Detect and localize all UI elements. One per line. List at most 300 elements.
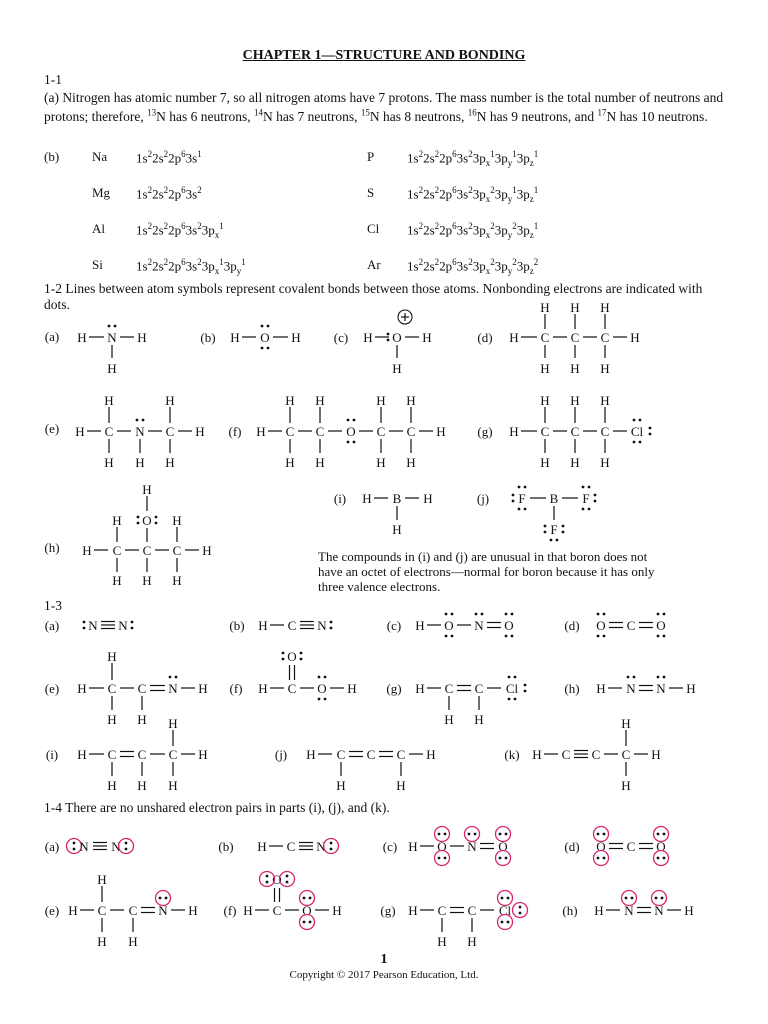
struct-1-3-b-electron <box>330 621 333 624</box>
struct-1-3-k-atom: C <box>591 747 601 762</box>
struct-1-4-f-atom: O <box>302 903 312 918</box>
struct-1-3-e-electron <box>169 676 172 679</box>
electron-config-p: $1s^22s^22p^63s^23p_x^13p_y^13p_z^1$ <box>407 149 539 168</box>
struct-1-4-h-electron <box>625 897 628 900</box>
struct-1-2-g-atom: C <box>600 424 610 439</box>
struct-1-2-f-atom: O <box>346 424 356 439</box>
struct-1-2-g-electron <box>639 419 642 422</box>
struct-1-4-a-electron <box>73 848 76 851</box>
struct-1-3-c-electron <box>451 635 454 638</box>
struct-1-3-e-atom: H <box>198 681 208 696</box>
struct-1-2-g-atom: C <box>540 424 550 439</box>
struct-1-3-c-electron <box>505 613 508 616</box>
struct-1-3-f-atom: H <box>347 681 357 696</box>
struct-1-3-b-atom: H <box>258 618 268 633</box>
struct-1-2-c-atom: H <box>363 330 373 345</box>
label-1-3-i: (i) <box>45 747 59 762</box>
struct-1-2-d-atom: H <box>570 300 580 315</box>
label-1-4-c: (c) <box>382 839 398 854</box>
struct-1-3-b-electron <box>330 627 333 630</box>
struct-1-2-e-atom: C <box>104 424 114 439</box>
struct-1-2-b-electron <box>267 347 270 350</box>
electron-config-si: $1s^22s^22p^63s^23p_x^13p_y^1$ <box>136 257 246 276</box>
struct-1-3-f-electron <box>318 676 321 679</box>
struct-1-2-g-atom: H <box>540 393 550 408</box>
label-1-4-d: (d) <box>564 839 580 854</box>
struct-1-4-d-atom: O <box>596 839 606 854</box>
struct-1-2-e-atom: H <box>165 455 175 470</box>
struct-1-4-f-lone-pair-highlight <box>280 872 295 887</box>
struct-1-2-f-electron <box>347 419 350 422</box>
struct-1-4-d-electron <box>603 833 606 836</box>
struct-1-3-h-atom: H <box>686 681 696 696</box>
struct-1-3-g-electron <box>508 676 511 679</box>
struct-1-4-d-electron <box>663 833 666 836</box>
struct-1-2-j-atom: B <box>549 491 559 506</box>
struct-1-3-k-atom: H <box>621 778 631 793</box>
label-1-2-e: (e) <box>44 421 60 436</box>
struct-1-2-b-atom: H <box>291 330 301 345</box>
label-1-2-b: (b) <box>200 330 216 345</box>
struct-1-2-f-atom: H <box>376 455 386 470</box>
struct-1-4-f-atom: H <box>332 903 342 918</box>
struct-1-3-c-electron <box>475 613 478 616</box>
struct-1-3-c-electron <box>511 613 514 616</box>
struct-1-2-e-atom: H <box>104 455 114 470</box>
struct-1-3-d-electron <box>597 635 600 638</box>
struct-1-2-h-atom: H <box>112 513 122 528</box>
struct-1-4-a-atom: N <box>111 839 121 854</box>
struct-1-4-b-electron <box>330 848 333 851</box>
struct-1-2-j-electron <box>582 486 585 489</box>
struct-1-3-h-atom: N <box>626 681 636 696</box>
struct-1-2-a-atom: H <box>77 330 87 345</box>
struct-1-4-c-electron <box>468 833 471 836</box>
struct-1-3-k-atom: C <box>621 747 631 762</box>
struct-1-2-g-atom: C <box>570 424 580 439</box>
struct-1-4-c-electron <box>499 833 502 836</box>
struct-1-2-j-electron <box>518 508 521 511</box>
struct-1-2-d-atom: H <box>540 300 550 315</box>
struct-1-3-g-electron <box>524 690 527 693</box>
struct-1-2-g-atom: H <box>600 393 610 408</box>
struct-1-4-g-atom: H <box>408 903 418 918</box>
struct-1-3-h-atom: N <box>656 681 666 696</box>
struct-1-4-c-atom: H <box>408 839 418 854</box>
struct-1-3-f-electron <box>300 652 303 655</box>
struct-1-3-k-atom: H <box>651 747 661 762</box>
chapter-title: CHAPTER 1—STRUCTURE AND BONDING <box>242 48 526 63</box>
struct-1-2-h-electron <box>155 522 158 525</box>
label-1-3-a: (a) <box>44 618 60 633</box>
struct-1-3-c-electron <box>481 613 484 616</box>
struct-1-3-a-electron <box>131 621 134 624</box>
struct-1-3-c-atom: N <box>474 618 484 633</box>
struct-1-2-j-electron <box>556 539 559 542</box>
struct-1-4-d-electron <box>663 857 666 860</box>
struct-1-2-c-atom: H <box>392 361 402 376</box>
struct-1-3-d-electron <box>663 613 666 616</box>
struct-1-3-i-atom: H <box>77 747 87 762</box>
struct-1-4-b-lone-pair-highlight <box>324 839 339 854</box>
struct-1-2-h-atom: H <box>172 513 182 528</box>
struct-1-3-i-atom: H <box>198 747 208 762</box>
struct-1-2-f-atom: H <box>256 424 266 439</box>
struct-1-3-d-electron <box>657 613 660 616</box>
struct-1-2-i-atom: B <box>392 491 402 506</box>
struct-1-2-e-atom: H <box>104 393 114 408</box>
struct-1-4-e-atom: H <box>188 903 198 918</box>
struct-1-4-g-electron <box>507 897 510 900</box>
struct-1-4-b-atom: H <box>257 839 267 854</box>
label-1-3-g: (g) <box>386 681 402 696</box>
struct-1-3-a-electron <box>131 627 134 630</box>
struct-1-4-h-atom: H <box>594 903 604 918</box>
struct-1-3-f-electron <box>282 652 285 655</box>
struct-1-4-h-electron <box>631 897 634 900</box>
struct-1-2-f-atom: H <box>436 424 446 439</box>
struct-1-3-g-atom: Cl <box>505 681 519 696</box>
struct-1-3-i-atom: H <box>168 778 178 793</box>
struct-1-3-k-atom: H <box>621 716 631 731</box>
struct-1-2-c-atom: H <box>422 330 432 345</box>
label-1-4-a: (a) <box>44 839 60 854</box>
struct-1-2-f-electron <box>353 441 356 444</box>
struct-1-2-i-atom: H <box>392 522 402 537</box>
struct-1-4-d-electron <box>603 857 606 860</box>
struct-1-2-j-electron <box>588 508 591 511</box>
label-1-4-b: (b) <box>218 839 234 854</box>
problem-1-1-part-a-text: (a) Nitrogen has atomic number 7, so all nitrogen atoms have 7 protons. The mass number is the total number of neutrons and protons; therefore, $^{13}$N has 6 neutrons, $^{14}$N has 7 neutrons, $^{15}$N has 8 neutrons, $^{16}$N has 9 neutrons, and $^{17}$N has 10 neutrons. <box>44 90 724 124</box>
page-number: 1 <box>380 952 388 967</box>
electron-config-ar: $1s^22s^22p^63s^23p_x^23p_y^23p_z^2$ <box>407 257 539 276</box>
struct-1-2-f-electron <box>347 441 350 444</box>
struct-1-2-d-atom: H <box>570 361 580 376</box>
struct-1-4-c-electron <box>438 857 441 860</box>
struct-1-4-b-electron <box>330 842 333 845</box>
struct-1-3-i-atom: C <box>107 747 117 762</box>
struct-1-2-h-atom: C <box>172 543 182 558</box>
label-1-2-g: (g) <box>477 424 493 439</box>
struct-1-2-g-atom: H <box>570 455 580 470</box>
struct-1-4-g-electron <box>519 906 522 909</box>
struct-1-3-d-atom: O <box>596 618 606 633</box>
struct-1-2-g-electron <box>649 433 652 436</box>
struct-1-3-e-atom: H <box>137 712 147 727</box>
struct-1-4-f-atom: C <box>272 903 282 918</box>
struct-1-4-h-atom: H <box>684 903 694 918</box>
electron-config-al: $1s^22s^22p^63s^23p_x^1$ <box>136 221 224 240</box>
struct-1-2-b-atom: H <box>230 330 240 345</box>
struct-1-2-j-electron <box>562 531 565 534</box>
label-1-4-f: (f) <box>223 903 237 918</box>
struct-1-2-f-atom: C <box>285 424 295 439</box>
struct-1-4-c-electron <box>444 857 447 860</box>
struct-1-3-f-electron <box>324 676 327 679</box>
struct-1-4-d-electron <box>657 857 660 860</box>
struct-1-3-e-atom: H <box>77 681 87 696</box>
struct-1-4-g-atom: H <box>437 934 447 949</box>
label-1-3-h: (h) <box>564 681 580 696</box>
struct-1-4-f-electron <box>286 881 289 884</box>
struct-1-4-g-atom: H <box>467 934 477 949</box>
struct-1-4-c-electron <box>438 833 441 836</box>
struct-1-3-e-electron <box>175 676 178 679</box>
struct-1-4-d-atom: C <box>626 839 636 854</box>
struct-1-4-f-electron <box>303 897 306 900</box>
struct-1-3-f-electron <box>324 698 327 701</box>
struct-1-4-f-electron <box>286 875 289 878</box>
struct-1-3-h-electron <box>663 676 666 679</box>
struct-1-3-j-atom: C <box>396 747 406 762</box>
struct-1-2-i-atom: H <box>362 491 372 506</box>
struct-1-4-f-atom: O <box>272 872 282 887</box>
struct-1-3-g-electron <box>524 684 527 687</box>
struct-1-3-c-electron <box>445 613 448 616</box>
struct-1-2-j-electron <box>544 531 547 534</box>
struct-1-2-j-electron <box>518 486 521 489</box>
struct-1-3-j-atom: H <box>396 778 406 793</box>
label-1-3-f: (f) <box>229 681 243 696</box>
struct-1-2-e-atom: H <box>195 424 205 439</box>
struct-1-3-c-atom: O <box>504 618 514 633</box>
label-1-2-c: (c) <box>333 330 349 345</box>
struct-1-4-c-atom: O <box>498 839 508 854</box>
struct-1-2-j-electron <box>524 486 527 489</box>
label-1-2-f: (f) <box>228 424 242 439</box>
element-symbol-cl: Cl <box>367 221 380 236</box>
struct-1-2-g-atom: Cl <box>630 424 644 439</box>
struct-1-2-h-atom: H <box>142 482 152 497</box>
struct-1-2-e-atom: H <box>75 424 85 439</box>
struct-1-3-a-electron <box>83 621 86 624</box>
struct-1-2-d-atom: H <box>509 330 519 345</box>
struct-1-2-j-electron <box>588 486 591 489</box>
struct-1-2-d-atom: C <box>570 330 580 345</box>
struct-1-4-f-electron <box>309 897 312 900</box>
struct-1-2-d-atom: H <box>630 330 640 345</box>
electron-config-cl: $1s^22s^22p^63s^23p_x^23p_y^23p_z^1$ <box>407 221 539 240</box>
label-1-4-h: (h) <box>562 903 578 918</box>
struct-1-2-e-atom: N <box>135 424 145 439</box>
struct-1-2-h-atom: C <box>112 543 122 558</box>
struct-1-2-h-atom: C <box>142 543 152 558</box>
label-1-2-h: (h) <box>44 540 60 555</box>
struct-1-3-i-atom: H <box>168 716 178 731</box>
struct-1-2-a-electron <box>108 325 111 328</box>
struct-1-3-c-electron <box>445 635 448 638</box>
struct-1-2-d-atom: C <box>540 330 550 345</box>
struct-1-3-h-electron <box>633 676 636 679</box>
label-1-4-g: (g) <box>380 903 396 918</box>
struct-1-4-a-electron <box>73 842 76 845</box>
struct-1-3-a-atom: N <box>88 618 98 633</box>
boron-note: The compounds in (i) and (j) are unusual in that boron does not have an octet of electrons—normal for boron because it has only three valence electrons. <box>318 549 655 594</box>
struct-1-4-h-atom: N <box>624 903 634 918</box>
struct-1-3-b-atom: C <box>287 618 297 633</box>
struct-1-3-d-atom: C <box>626 618 636 633</box>
struct-1-2-a-atom: N <box>107 330 117 345</box>
struct-1-4-f-electron <box>309 921 312 924</box>
copyright: Copyright © 2017 Pearson Education, Ltd. <box>289 969 479 981</box>
struct-1-3-a-atom: N <box>118 618 128 633</box>
struct-1-3-c-atom: H <box>415 618 425 633</box>
struct-1-3-d-atom: O <box>656 618 666 633</box>
struct-1-4-e-atom: C <box>97 903 107 918</box>
label-1-3-k: (k) <box>504 747 520 762</box>
struct-1-3-j-atom: H <box>426 747 436 762</box>
struct-1-2-e-electron <box>136 419 139 422</box>
problem-1-3-number: 1-3 <box>44 598 62 613</box>
struct-1-4-h-electron <box>661 897 664 900</box>
label-1-3-e: (e) <box>44 681 60 696</box>
struct-1-2-j-electron <box>582 508 585 511</box>
struct-1-2-j-electron <box>512 500 515 503</box>
struct-1-4-c-electron <box>505 833 508 836</box>
struct-1-4-d-electron <box>597 857 600 860</box>
struct-1-3-h-electron <box>657 676 660 679</box>
struct-1-2-f-atom: H <box>285 455 295 470</box>
struct-1-3-e-atom: C <box>107 681 117 696</box>
struct-1-2-j-electron <box>594 500 597 503</box>
struct-1-2-f-atom: H <box>315 393 325 408</box>
struct-1-2-a-electron <box>114 325 117 328</box>
struct-1-2-f-electron <box>353 419 356 422</box>
struct-1-4-b-atom: C <box>286 839 296 854</box>
struct-1-2-j-atom: F <box>518 491 526 506</box>
struct-1-2-g-atom: H <box>509 424 519 439</box>
struct-1-2-h-atom: H <box>142 573 152 588</box>
label-1-3-d: (d) <box>564 618 580 633</box>
struct-1-4-g-electron <box>501 921 504 924</box>
label-1-2-j: (j) <box>476 491 490 506</box>
struct-1-2-h-atom: H <box>172 573 182 588</box>
struct-1-2-h-electron <box>137 522 140 525</box>
struct-1-2-g-atom: H <box>540 455 550 470</box>
struct-1-3-e-atom: H <box>107 649 117 664</box>
struct-1-2-j-electron <box>512 494 515 497</box>
struct-1-2-b-electron <box>261 325 264 328</box>
electron-config-s: $1s^22s^22p^63s^23p_x^23p_y^13p_z^1$ <box>407 185 539 204</box>
struct-1-3-d-electron <box>603 613 606 616</box>
struct-1-4-c-electron <box>499 857 502 860</box>
struct-1-2-b-electron <box>267 325 270 328</box>
struct-1-2-f-atom: C <box>376 424 386 439</box>
struct-1-2-f-atom: C <box>406 424 416 439</box>
struct-1-3-f-electron <box>300 658 303 661</box>
struct-1-2-h-atom: H <box>82 543 92 558</box>
label-1-3-j: (j) <box>274 747 288 762</box>
struct-1-2-f-atom: H <box>376 393 386 408</box>
struct-1-3-b-atom: N <box>317 618 327 633</box>
struct-1-3-j-atom: H <box>336 778 346 793</box>
struct-1-3-d-electron <box>657 635 660 638</box>
struct-1-4-f-electron <box>266 875 269 878</box>
struct-1-2-d-atom: H <box>600 361 610 376</box>
struct-1-4-e-atom: H <box>68 903 78 918</box>
struct-1-3-g-electron <box>514 676 517 679</box>
struct-1-2-d-atom: C <box>600 330 610 345</box>
struct-1-3-h-atom: H <box>596 681 606 696</box>
struct-1-2-e-atom: C <box>165 424 175 439</box>
element-symbol-si: Si <box>92 257 103 272</box>
struct-1-3-f-atom: O <box>287 649 297 664</box>
struct-1-3-e-atom: C <box>137 681 147 696</box>
problem-1-1-number: 1-1 <box>44 72 62 87</box>
element-symbol-p: P <box>367 149 375 164</box>
struct-1-4-d-atom: O <box>656 839 666 854</box>
struct-1-3-g-atom: C <box>474 681 484 696</box>
struct-1-4-f-atom: H <box>243 903 253 918</box>
struct-1-3-d-electron <box>603 635 606 638</box>
struct-1-2-j-electron <box>524 508 527 511</box>
struct-1-3-f-electron <box>318 698 321 701</box>
problem-1-4-intro: 1-4 There are no unshared electron pairs in parts (i), (j), and (k). <box>44 800 390 815</box>
struct-1-4-e-atom: N <box>158 903 168 918</box>
struct-1-4-d-electron <box>657 833 660 836</box>
struct-1-2-d-atom: H <box>540 361 550 376</box>
struct-1-4-g-electron <box>519 912 522 915</box>
struct-1-4-g-atom: C <box>437 903 447 918</box>
struct-1-4-a-lone-pair-highlight <box>119 839 134 854</box>
struct-1-4-e-electron <box>159 897 162 900</box>
struct-1-3-e-atom: H <box>107 712 117 727</box>
struct-1-2-j-electron <box>562 525 565 528</box>
struct-1-4-e-atom: H <box>97 872 107 887</box>
struct-1-2-i-atom: H <box>423 491 433 506</box>
struct-1-2-j-electron <box>544 525 547 528</box>
struct-1-2-j-electron <box>550 539 553 542</box>
element-symbol-na: Na <box>92 149 108 164</box>
struct-1-3-f-atom: C <box>287 681 297 696</box>
struct-1-2-g-atom: H <box>570 393 580 408</box>
struct-1-4-e-atom: H <box>97 934 107 949</box>
struct-1-4-a-electron <box>125 848 128 851</box>
element-symbol-al: Al <box>92 221 105 236</box>
struct-1-4-b-atom: N <box>316 839 326 854</box>
struct-1-4-f-electron <box>266 881 269 884</box>
struct-1-3-h-electron <box>627 676 630 679</box>
struct-1-3-k-atom: H <box>532 747 542 762</box>
struct-1-4-g-electron <box>501 897 504 900</box>
struct-1-3-g-electron <box>508 698 511 701</box>
struct-1-2-f-atom: H <box>315 455 325 470</box>
struct-1-3-e-atom: N <box>168 681 178 696</box>
struct-1-2-e-electron <box>142 419 145 422</box>
label-1-3-b: (b) <box>229 618 245 633</box>
struct-1-4-c-electron <box>505 857 508 860</box>
struct-1-2-a-atom: H <box>107 361 117 376</box>
label-1-4-e: (e) <box>44 903 60 918</box>
struct-1-4-h-electron <box>655 897 658 900</box>
struct-1-3-g-atom: H <box>474 712 484 727</box>
electron-config-na: $1s^22s^22p^63s^1$ <box>136 149 202 166</box>
struct-1-2-j-atom: F <box>582 491 590 506</box>
struct-1-3-d-electron <box>663 635 666 638</box>
struct-1-2-h-atom: H <box>202 543 212 558</box>
struct-1-2-g-atom: H <box>600 455 610 470</box>
struct-1-4-a-atom: N <box>79 839 89 854</box>
struct-1-2-c-atom: O <box>392 330 402 345</box>
struct-1-2-b-electron <box>261 347 264 350</box>
struct-1-2-d-atom: H <box>600 300 610 315</box>
struct-1-2-h-atom: H <box>112 573 122 588</box>
struct-1-4-g-atom: C <box>467 903 477 918</box>
struct-1-3-j-atom: H <box>306 747 316 762</box>
struct-1-3-f-atom: H <box>258 681 268 696</box>
problem-1-2-intro: 1-2 Lines between atom symbols represent covalent bonds between those atoms. Nonbonding electrons are indicated with dots. <box>44 281 703 312</box>
struct-1-2-g-electron <box>633 441 636 444</box>
